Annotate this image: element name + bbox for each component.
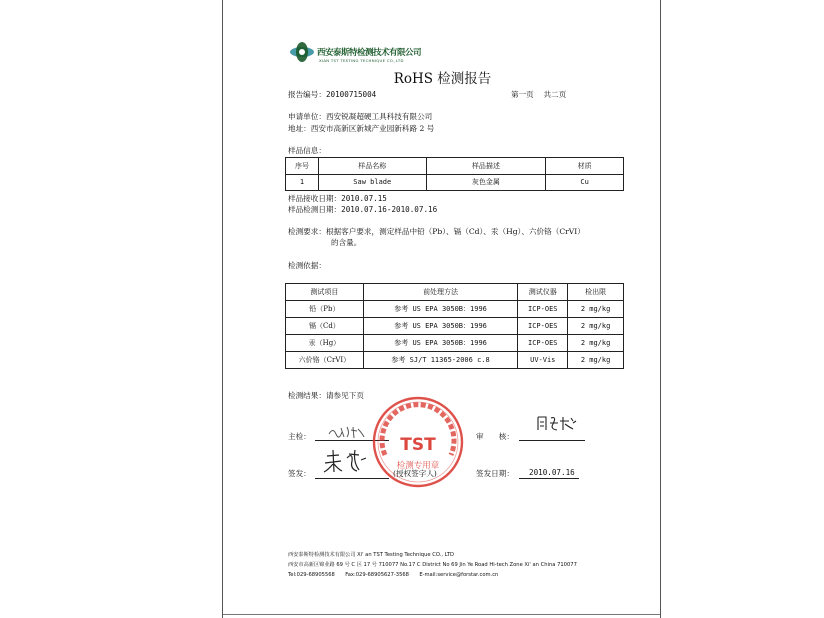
- test-result: [288, 392, 364, 400]
- table-cell: 2 mg/kg: [568, 352, 624, 369]
- address: [288, 125, 434, 133]
- footer-contact: Tel:029-68905568 Fax:029-68905627-3568 E-mail:service@forstar.com.cn: [288, 572, 499, 578]
- applicant-value: 西安锐凝超硬工具科技有限公司: [325, 112, 433, 121]
- address-value: 西安市高新区新城产业园新科路 2 号: [310, 124, 435, 133]
- table-row: [286, 301, 624, 318]
- report-number-label: 报告编号：: [288, 90, 326, 99]
- test-date-label: 样品检测日期：: [288, 205, 342, 214]
- sample-header-cell: 样品描述: [426, 158, 546, 175]
- table-cell: ICP-OES: [518, 318, 568, 335]
- report-page: [222, 0, 661, 618]
- stamp-bottom-text: 检测专用章: [396, 461, 440, 471]
- sample-header-cell: 序号: [286, 158, 319, 175]
- logo-emblem-icon: [289, 40, 319, 64]
- table-cell: 2 mg/kg: [568, 301, 624, 318]
- logo-company-en: XIAN TST TESTING TECHNIQUE CO.,LTD: [319, 58, 404, 63]
- table-row: [286, 335, 624, 352]
- sample-header-cell: 样品名称: [318, 158, 426, 175]
- basis-header-cell: 前处理方法: [363, 284, 518, 301]
- requirement-label: 检测要求：: [288, 227, 326, 236]
- stamp-center-text: TST: [400, 435, 436, 455]
- footer-address: 西安市高新区锦业路 69 号 C 区 17 号 710077 No.17 C District No 69 Jin Ye Road Hi-tech Zone Xi' an China 710077: [288, 562, 577, 568]
- table-cell: 六价铬（CrVI）: [286, 352, 364, 369]
- table-cell: 镉（Cd）: [286, 318, 364, 335]
- requirement-line2: 的含量。: [331, 238, 362, 247]
- basis-header-cell: 测试项目: [286, 284, 364, 301]
- sample-table-header: [286, 158, 624, 175]
- received-date-value: 2010.07.15: [341, 194, 387, 203]
- result-label: 检测结果：: [288, 391, 326, 400]
- footer-company: 西安泰斯特检测技术有限公司 Xi' an TST Testing Technique CO., LTD: [288, 552, 454, 558]
- sample-table: [285, 157, 624, 191]
- reviewer-signature-icon: [535, 414, 579, 432]
- table-cell: Saw blade: [318, 175, 426, 191]
- signer-signature-icon: [321, 446, 369, 478]
- table-cell: 参考 SJ/T 11365-2006 c.8: [363, 352, 518, 369]
- table-cell: 2 mg/kg: [568, 335, 624, 352]
- report-title: RoHS 检测报告: [393, 71, 492, 87]
- company-logo: [289, 40, 429, 70]
- inspector-signature-icon: [327, 424, 367, 440]
- sample-header-cell: 材质: [546, 158, 624, 175]
- basis-table-header: [286, 284, 624, 301]
- requirement-line1: 根据客户要求，测定样品中铅（Pb）、镉（Cd）、汞（Hg）、六价铬（CrVI）: [325, 227, 585, 236]
- table-cell: 参考 US EPA 3050B：1996: [363, 318, 518, 335]
- page-current: 第一页: [511, 90, 534, 99]
- table-cell: 铅（Pb）: [286, 301, 364, 318]
- table-cell: 1: [286, 175, 319, 191]
- test-requirement: [288, 228, 585, 236]
- signer-note: (授权签字人): [393, 469, 437, 478]
- reviewer-signature-line: [519, 440, 585, 441]
- address-label: 地址：: [288, 124, 311, 133]
- issue-date-line: [519, 478, 579, 479]
- table-cell: UV-Vis: [518, 352, 568, 369]
- table-cell: 参考 US EPA 3050B：1996: [363, 301, 518, 318]
- basis-table: [285, 283, 624, 369]
- table-cell: 参考 US EPA 3050B：1996: [363, 335, 518, 352]
- table-cell: Cu: [546, 175, 624, 191]
- logo-company-cn: 西安泰斯特检测技术有限公司: [317, 48, 422, 58]
- reviewer-label: 审 核：: [476, 432, 514, 441]
- page-indicator: [511, 91, 566, 99]
- table-cell: ICP-OES: [518, 301, 568, 318]
- table-row: [286, 352, 624, 369]
- table-row: [286, 318, 624, 335]
- table-cell: 汞（Hg）: [286, 335, 364, 352]
- issue-date-label: 签发日期：: [476, 469, 514, 478]
- basis-heading: 检测依据：: [288, 261, 326, 270]
- applicant-label: 申请单位：: [288, 112, 326, 121]
- inspector-label: 主检：: [288, 432, 311, 441]
- received-date-label: 样品接收日期：: [288, 194, 342, 203]
- issue-date-value: 2010.07.16: [529, 468, 575, 477]
- sample-info-heading: 样品信息：: [288, 146, 326, 155]
- page-total: 共二页: [543, 90, 567, 99]
- test-date-value: 2010.07.16-2010.07.16: [341, 205, 438, 214]
- report-number: [288, 91, 376, 99]
- table-row: [286, 175, 624, 191]
- table-cell: 灰色金属: [426, 175, 546, 191]
- table-cell: 2 mg/kg: [568, 318, 624, 335]
- report-number-value: 20100715004: [325, 90, 377, 99]
- applicant: [288, 113, 432, 121]
- official-stamp-icon: [371, 395, 465, 489]
- basis-header-cell: 检出限: [568, 284, 624, 301]
- result-value: 请参见下页: [325, 391, 364, 400]
- test-date: [288, 206, 437, 214]
- received-date: [288, 195, 387, 203]
- signer-label: 签发：: [288, 469, 311, 478]
- table-cell: ICP-OES: [518, 335, 568, 352]
- basis-header-cell: 测试仪器: [518, 284, 568, 301]
